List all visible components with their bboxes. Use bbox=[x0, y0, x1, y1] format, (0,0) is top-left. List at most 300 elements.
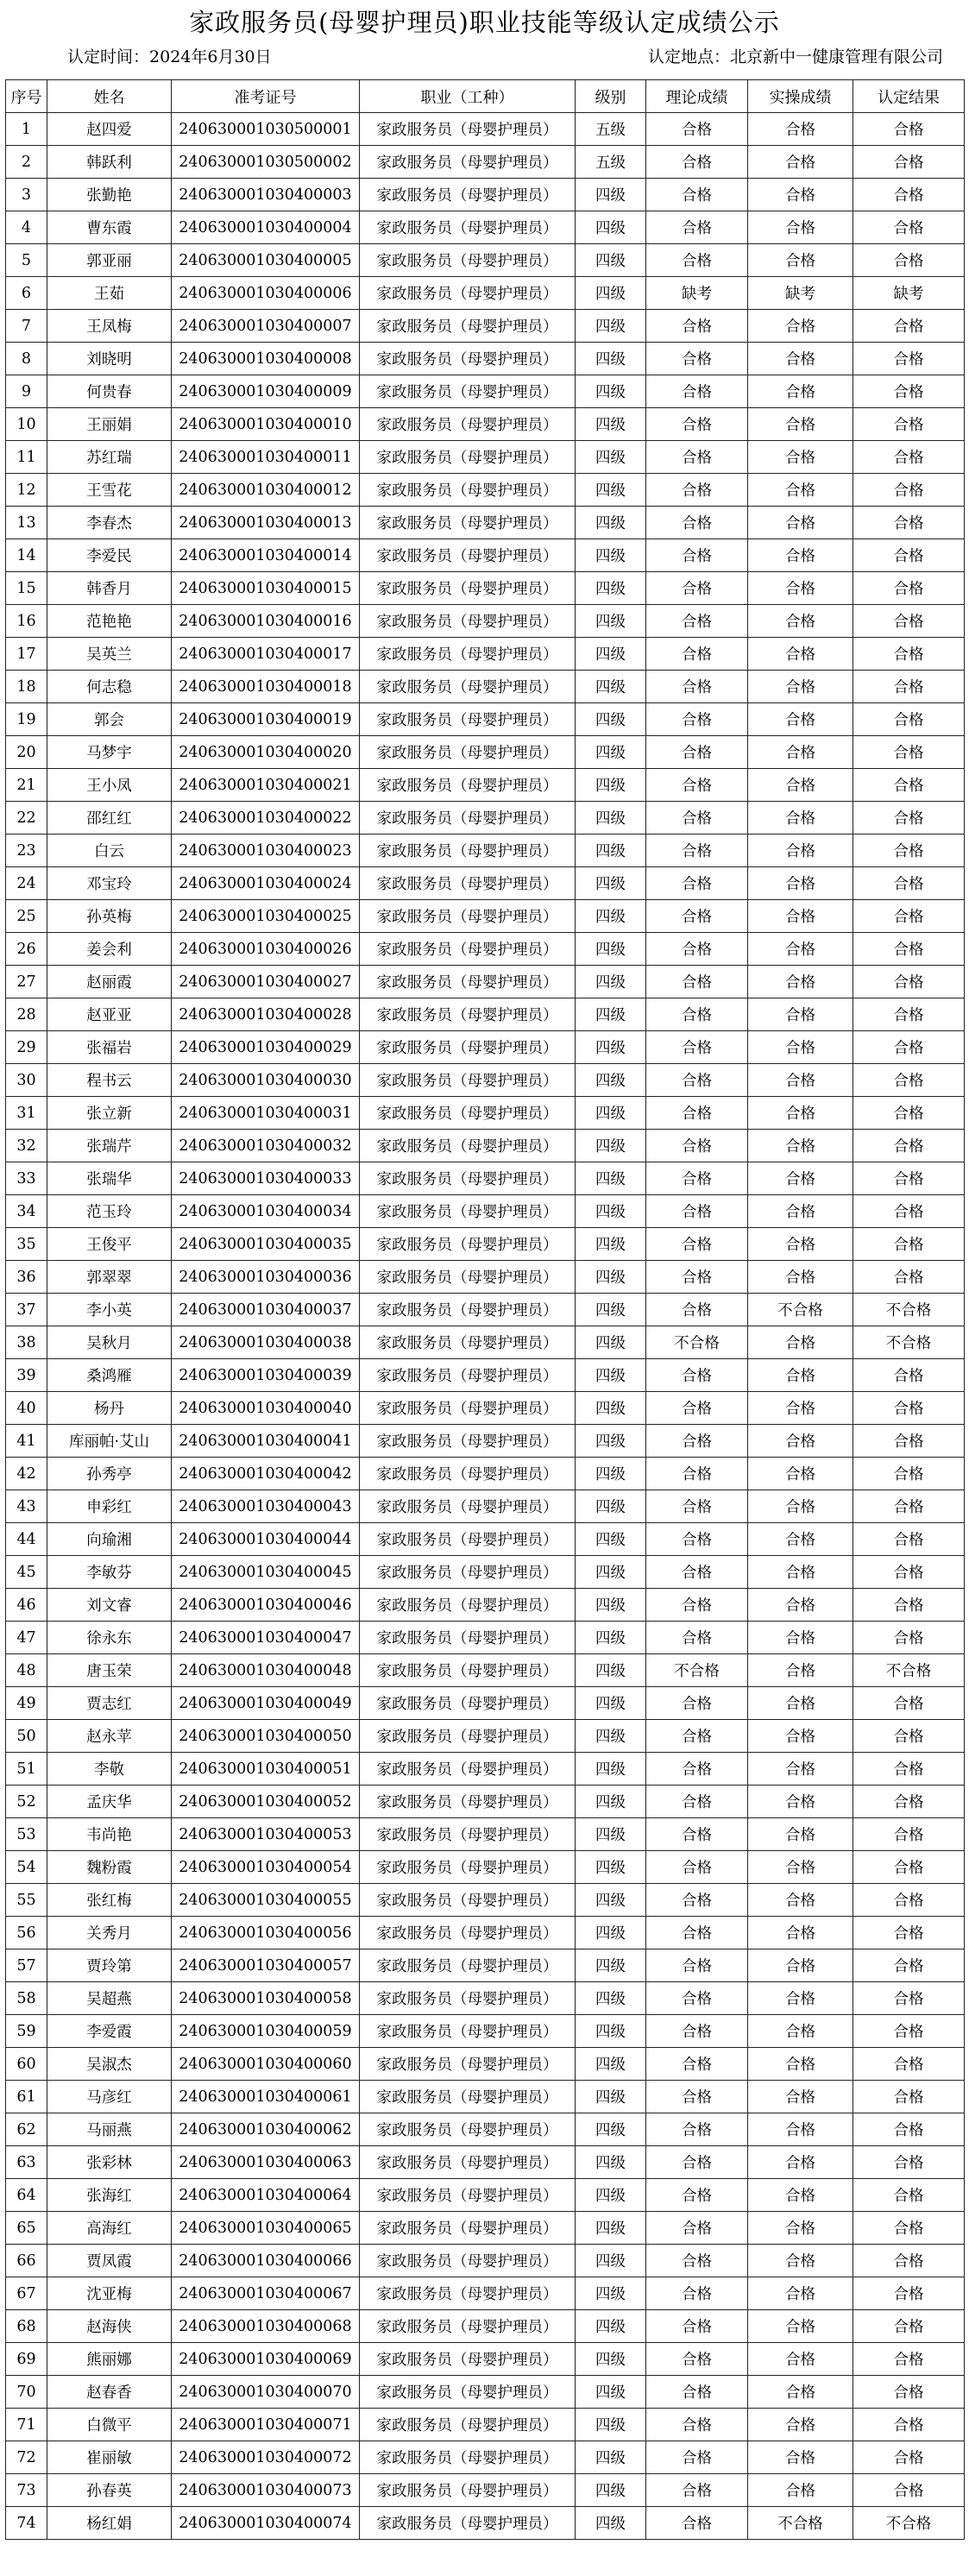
cell-result: 合格 bbox=[853, 2474, 965, 2507]
table-row bbox=[6, 146, 965, 179]
cell-practical-score: 合格 bbox=[748, 900, 853, 933]
cell-ticket-number: 240630001030400070 bbox=[172, 2376, 360, 2409]
cell-level: 四级 bbox=[576, 1425, 646, 1458]
cell-ticket-number: 240630001030400041 bbox=[172, 1425, 360, 1458]
cell-index: 17 bbox=[6, 638, 47, 671]
cell-result: 合格 bbox=[853, 1359, 965, 1392]
cell-index: 42 bbox=[6, 1458, 47, 1490]
cell-occupation: 家政服务员（母婴护理员） bbox=[360, 1720, 576, 1753]
cell-name: 赵亚亚 bbox=[47, 998, 172, 1031]
cell-practical-score: 合格 bbox=[748, 474, 853, 507]
cell-occupation: 家政服务员（母婴护理员） bbox=[360, 966, 576, 998]
cell-theory-score: 合格 bbox=[646, 179, 748, 211]
cell-theory-score: 合格 bbox=[646, 2474, 748, 2507]
cell-practical-score: 合格 bbox=[748, 1195, 853, 1228]
cell-ticket-number: 240630001030500001 bbox=[172, 113, 360, 146]
cell-name: 吴淑杰 bbox=[47, 2048, 172, 2081]
cell-result: 合格 bbox=[853, 539, 965, 572]
table-row bbox=[6, 2212, 965, 2245]
cell-name: 王丽娟 bbox=[47, 408, 172, 441]
cell-theory-score: 合格 bbox=[646, 769, 748, 802]
cell-theory-score: 合格 bbox=[646, 2310, 748, 2343]
cell-theory-score: 合格 bbox=[646, 211, 748, 244]
cell-level: 四级 bbox=[576, 343, 646, 375]
cell-occupation: 家政服务员（母婴护理员） bbox=[360, 343, 576, 375]
cell-level: 四级 bbox=[576, 736, 646, 769]
assessment-time-value: 2024年6月30日 bbox=[149, 47, 272, 66]
cell-level: 四级 bbox=[576, 998, 646, 1031]
cell-practical-score: 合格 bbox=[748, 2146, 853, 2179]
cell-occupation: 家政服务员（母婴护理员） bbox=[360, 507, 576, 539]
cell-index: 43 bbox=[6, 1490, 47, 1523]
cell-ticket-number: 240630001030400007 bbox=[172, 310, 360, 343]
cell-index: 34 bbox=[6, 1195, 47, 1228]
cell-occupation: 家政服务员（母婴护理员） bbox=[360, 1490, 576, 1523]
table-row bbox=[6, 638, 965, 671]
cell-level: 四级 bbox=[576, 1031, 646, 1064]
cell-result: 合格 bbox=[853, 966, 965, 998]
cell-result: 合格 bbox=[853, 1261, 965, 1294]
cell-ticket-number: 240630001030400060 bbox=[172, 2048, 360, 2081]
cell-level: 四级 bbox=[576, 507, 646, 539]
cell-name: 张立新 bbox=[47, 1097, 172, 1130]
cell-index: 31 bbox=[6, 1097, 47, 1130]
table-row bbox=[6, 1392, 965, 1425]
cell-index: 33 bbox=[6, 1162, 47, 1195]
cell-practical-score: 合格 bbox=[748, 2015, 853, 2048]
cell-level: 四级 bbox=[576, 1654, 646, 1687]
cell-occupation: 家政服务员（母婴护理员） bbox=[360, 769, 576, 802]
cell-occupation: 家政服务员（母婴护理员） bbox=[360, 441, 576, 474]
cell-level: 四级 bbox=[576, 1949, 646, 1982]
cell-ticket-number: 240630001030400056 bbox=[172, 1917, 360, 1949]
cell-theory-score: 合格 bbox=[646, 2343, 748, 2376]
cell-theory-score: 合格 bbox=[646, 966, 748, 998]
cell-practical-score: 合格 bbox=[748, 539, 853, 572]
header-cell-theory-score: 理论成绩 bbox=[646, 80, 748, 113]
cell-name: 程书云 bbox=[47, 1064, 172, 1097]
cell-name: 张瑞华 bbox=[47, 1162, 172, 1195]
cell-result: 合格 bbox=[853, 1162, 965, 1195]
cell-occupation: 家政服务员（母婴护理员） bbox=[360, 2376, 576, 2409]
cell-theory-score: 合格 bbox=[646, 1294, 748, 1326]
cell-practical-score: 合格 bbox=[748, 2409, 853, 2441]
cell-name: 关秀月 bbox=[47, 1917, 172, 1949]
cell-result: 合格 bbox=[853, 375, 965, 408]
cell-occupation: 家政服务员（母婴护理员） bbox=[360, 736, 576, 769]
cell-practical-score: 合格 bbox=[748, 998, 853, 1031]
cell-index: 45 bbox=[6, 1556, 47, 1589]
cell-name: 贾玲第 bbox=[47, 1949, 172, 1982]
cell-practical-score: 合格 bbox=[748, 310, 853, 343]
cell-practical-score: 合格 bbox=[748, 802, 853, 835]
cell-result: 合格 bbox=[853, 1458, 965, 1490]
cell-occupation: 家政服务员（母婴护理员） bbox=[360, 1786, 576, 1818]
cell-result: 合格 bbox=[853, 1228, 965, 1261]
cell-result: 合格 bbox=[853, 1818, 965, 1851]
cell-index: 60 bbox=[6, 2048, 47, 2081]
cell-occupation: 家政服务员（母婴护理员） bbox=[360, 605, 576, 638]
table-row bbox=[6, 244, 965, 277]
cell-theory-score: 合格 bbox=[646, 1556, 748, 1589]
header-cell-name: 姓名 bbox=[47, 80, 172, 113]
cell-result: 合格 bbox=[853, 2212, 965, 2245]
cell-name: 郭翠翠 bbox=[47, 1261, 172, 1294]
cell-result: 合格 bbox=[853, 113, 965, 146]
cell-level: 四级 bbox=[576, 2343, 646, 2376]
cell-result: 合格 bbox=[853, 2245, 965, 2277]
cell-name: 徐永东 bbox=[47, 1622, 172, 1654]
cell-ticket-number: 240630001030400071 bbox=[172, 2409, 360, 2441]
cell-practical-score: 合格 bbox=[748, 2441, 853, 2474]
results-table bbox=[5, 79, 965, 2540]
cell-practical-score: 合格 bbox=[748, 2376, 853, 2409]
cell-name: 赵四爱 bbox=[47, 113, 172, 146]
cell-name: 苏红瑞 bbox=[47, 441, 172, 474]
cell-ticket-number: 240630001030400057 bbox=[172, 1949, 360, 1982]
cell-ticket-number: 240630001030400018 bbox=[172, 671, 360, 703]
cell-level: 四级 bbox=[576, 1326, 646, 1359]
cell-result: 合格 bbox=[853, 1622, 965, 1654]
table-row bbox=[6, 179, 965, 211]
cell-level: 四级 bbox=[576, 2310, 646, 2343]
cell-index: 3 bbox=[6, 179, 47, 211]
cell-theory-score: 缺考 bbox=[646, 277, 748, 310]
cell-result: 合格 bbox=[853, 736, 965, 769]
cell-index: 1 bbox=[6, 113, 47, 146]
cell-level: 四级 bbox=[576, 1064, 646, 1097]
cell-occupation: 家政服务员（母婴护理员） bbox=[360, 1949, 576, 1982]
table-row bbox=[6, 375, 965, 408]
cell-index: 10 bbox=[6, 408, 47, 441]
table-row bbox=[6, 769, 965, 802]
cell-practical-score: 合格 bbox=[748, 2179, 853, 2212]
cell-level: 四级 bbox=[576, 900, 646, 933]
cell-result: 合格 bbox=[853, 998, 965, 1031]
cell-result: 合格 bbox=[853, 408, 965, 441]
cell-theory-score: 合格 bbox=[646, 1589, 748, 1622]
cell-name: 王茹 bbox=[47, 277, 172, 310]
cell-occupation: 家政服务员（母婴护理员） bbox=[360, 1261, 576, 1294]
cell-index: 40 bbox=[6, 1392, 47, 1425]
cell-occupation: 家政服务员（母婴护理员） bbox=[360, 1687, 576, 1720]
cell-index: 50 bbox=[6, 1720, 47, 1753]
assessment-time bbox=[67, 45, 272, 69]
table-row bbox=[6, 867, 965, 900]
cell-practical-score: 合格 bbox=[748, 1031, 853, 1064]
cell-level: 四级 bbox=[576, 2409, 646, 2441]
cell-index: 37 bbox=[6, 1294, 47, 1326]
cell-name: 李小英 bbox=[47, 1294, 172, 1326]
table-row bbox=[6, 1786, 965, 1818]
table-row bbox=[6, 2245, 965, 2277]
cell-theory-score: 合格 bbox=[646, 2146, 748, 2179]
table-body bbox=[6, 113, 965, 2540]
cell-result: 合格 bbox=[853, 2343, 965, 2376]
cell-occupation: 家政服务员（母婴护理员） bbox=[360, 1097, 576, 1130]
table-row bbox=[6, 1753, 965, 1786]
cell-theory-score: 合格 bbox=[646, 2245, 748, 2277]
cell-practical-score: 合格 bbox=[748, 1097, 853, 1130]
assessment-place-label: 认定地点： bbox=[647, 47, 730, 66]
cell-theory-score: 合格 bbox=[646, 2441, 748, 2474]
cell-practical-score: 合格 bbox=[748, 1392, 853, 1425]
cell-ticket-number: 240630001030400051 bbox=[172, 1753, 360, 1786]
cell-occupation: 家政服务员（母婴护理员） bbox=[360, 671, 576, 703]
cell-level: 五级 bbox=[576, 113, 646, 146]
cell-level: 四级 bbox=[576, 1130, 646, 1162]
table-row bbox=[6, 703, 965, 736]
cell-occupation: 家政服务员（母婴护理员） bbox=[360, 1162, 576, 1195]
cell-ticket-number: 240630001030400035 bbox=[172, 1228, 360, 1261]
cell-result: 合格 bbox=[853, 1556, 965, 1589]
cell-theory-score: 合格 bbox=[646, 1523, 748, 1556]
cell-index: 19 bbox=[6, 703, 47, 736]
cell-index: 59 bbox=[6, 2015, 47, 2048]
cell-level: 四级 bbox=[576, 2441, 646, 2474]
cell-occupation: 家政服务员（母婴护理员） bbox=[360, 2212, 576, 2245]
cell-practical-score: 合格 bbox=[748, 1917, 853, 1949]
table-row bbox=[6, 966, 965, 998]
cell-ticket-number: 240630001030400031 bbox=[172, 1097, 360, 1130]
cell-level: 四级 bbox=[576, 277, 646, 310]
cell-occupation: 家政服务员（母婴护理员） bbox=[360, 1458, 576, 1490]
cell-practical-score: 合格 bbox=[748, 441, 853, 474]
cell-occupation: 家政服务员（母婴护理员） bbox=[360, 474, 576, 507]
cell-practical-score: 合格 bbox=[748, 408, 853, 441]
cell-name: 张福岩 bbox=[47, 1031, 172, 1064]
cell-index: 41 bbox=[6, 1425, 47, 1458]
cell-practical-score: 合格 bbox=[748, 1786, 853, 1818]
cell-result: 合格 bbox=[853, 1425, 965, 1458]
cell-theory-score: 合格 bbox=[646, 2048, 748, 2081]
cell-occupation: 家政服务员（母婴护理员） bbox=[360, 1130, 576, 1162]
cell-practical-score: 合格 bbox=[748, 1261, 853, 1294]
cell-ticket-number: 240630001030400055 bbox=[172, 1884, 360, 1917]
cell-index: 28 bbox=[6, 998, 47, 1031]
cell-occupation: 家政服务员（母婴护理员） bbox=[360, 572, 576, 605]
cell-level: 四级 bbox=[576, 867, 646, 900]
cell-ticket-number: 240630001030400064 bbox=[172, 2179, 360, 2212]
table-row bbox=[6, 1064, 965, 1097]
cell-index: 72 bbox=[6, 2441, 47, 2474]
cell-result: 合格 bbox=[853, 1195, 965, 1228]
cell-occupation: 家政服务员（母婴护理员） bbox=[360, 1589, 576, 1622]
cell-occupation: 家政服务员（母婴护理员） bbox=[360, 2146, 576, 2179]
cell-level: 四级 bbox=[576, 802, 646, 835]
table-row bbox=[6, 802, 965, 835]
cell-level: 四级 bbox=[576, 2179, 646, 2212]
table-row bbox=[6, 736, 965, 769]
cell-ticket-number: 240630001030400032 bbox=[172, 1130, 360, 1162]
cell-result: 缺考 bbox=[853, 277, 965, 310]
table-row bbox=[6, 900, 965, 933]
cell-theory-score: 不合格 bbox=[646, 1654, 748, 1687]
cell-occupation: 家政服务员（母婴护理员） bbox=[360, 244, 576, 277]
cell-level: 四级 bbox=[576, 1261, 646, 1294]
cell-level: 四级 bbox=[576, 1917, 646, 1949]
cell-ticket-number: 240630001030400022 bbox=[172, 802, 360, 835]
table-row bbox=[6, 1031, 965, 1064]
table-row bbox=[6, 605, 965, 638]
cell-ticket-number: 240630001030400019 bbox=[172, 703, 360, 736]
cell-occupation: 家政服务员（母婴护理员） bbox=[360, 2343, 576, 2376]
cell-name: 张勤艳 bbox=[47, 179, 172, 211]
cell-theory-score: 合格 bbox=[646, 113, 748, 146]
cell-ticket-number: 240630001030400027 bbox=[172, 966, 360, 998]
cell-index: 7 bbox=[6, 310, 47, 343]
cell-level: 四级 bbox=[576, 2474, 646, 2507]
cell-index: 12 bbox=[6, 474, 47, 507]
cell-occupation: 家政服务员（母婴护理员） bbox=[360, 1753, 576, 1786]
cell-index: 2 bbox=[6, 146, 47, 179]
cell-level: 四级 bbox=[576, 375, 646, 408]
cell-practical-score: 合格 bbox=[748, 572, 853, 605]
cell-index: 46 bbox=[6, 1589, 47, 1622]
cell-ticket-number: 240630001030400004 bbox=[172, 211, 360, 244]
cell-theory-score: 合格 bbox=[646, 146, 748, 179]
cell-name: 库丽帕·艾山 bbox=[47, 1425, 172, 1458]
cell-level: 四级 bbox=[576, 2048, 646, 2081]
cell-index: 11 bbox=[6, 441, 47, 474]
cell-level: 四级 bbox=[576, 310, 646, 343]
cell-theory-score: 合格 bbox=[646, 507, 748, 539]
cell-occupation: 家政服务员（母婴护理员） bbox=[360, 638, 576, 671]
cell-name: 白云 bbox=[47, 835, 172, 867]
cell-result: 不合格 bbox=[853, 2507, 965, 2540]
cell-occupation: 家政服务员（母婴护理员） bbox=[360, 2113, 576, 2146]
cell-theory-score: 合格 bbox=[646, 1851, 748, 1884]
cell-result: 合格 bbox=[853, 2310, 965, 2343]
cell-practical-score: 合格 bbox=[748, 1162, 853, 1195]
cell-practical-score: 合格 bbox=[748, 867, 853, 900]
cell-result: 合格 bbox=[853, 1753, 965, 1786]
cell-practical-score: 合格 bbox=[748, 703, 853, 736]
cell-index: 66 bbox=[6, 2245, 47, 2277]
cell-practical-score: 合格 bbox=[748, 2212, 853, 2245]
cell-result: 合格 bbox=[853, 835, 965, 867]
cell-result: 合格 bbox=[853, 1786, 965, 1818]
cell-index: 69 bbox=[6, 2343, 47, 2376]
cell-level: 四级 bbox=[576, 1622, 646, 1654]
cell-name: 贾凤霞 bbox=[47, 2245, 172, 2277]
cell-theory-score: 合格 bbox=[646, 1031, 748, 1064]
cell-practical-score: 不合格 bbox=[748, 1294, 853, 1326]
cell-level: 四级 bbox=[576, 2212, 646, 2245]
cell-occupation: 家政服务员（母婴护理员） bbox=[360, 867, 576, 900]
cell-practical-score: 合格 bbox=[748, 1490, 853, 1523]
cell-index: 47 bbox=[6, 1622, 47, 1654]
cell-ticket-number: 240630001030400026 bbox=[172, 933, 360, 966]
cell-index: 71 bbox=[6, 2409, 47, 2441]
table-row bbox=[6, 1687, 965, 1720]
cell-result: 合格 bbox=[853, 2015, 965, 2048]
cell-name: 郭会 bbox=[47, 703, 172, 736]
cell-name: 韩香月 bbox=[47, 572, 172, 605]
cell-occupation: 家政服务员（母婴护理员） bbox=[360, 539, 576, 572]
cell-theory-score: 合格 bbox=[646, 1884, 748, 1917]
table-row bbox=[6, 2474, 965, 2507]
table-row bbox=[6, 310, 965, 343]
cell-result: 合格 bbox=[853, 671, 965, 703]
cell-result: 合格 bbox=[853, 769, 965, 802]
table-row bbox=[6, 1523, 965, 1556]
header-cell-occupation: 职业（工种） bbox=[360, 80, 576, 113]
cell-level: 四级 bbox=[576, 769, 646, 802]
cell-ticket-number: 240630001030400036 bbox=[172, 1261, 360, 1294]
cell-level: 五级 bbox=[576, 146, 646, 179]
cell-occupation: 家政服务员（母婴护理员） bbox=[360, 1392, 576, 1425]
cell-theory-score: 合格 bbox=[646, 441, 748, 474]
cell-index: 62 bbox=[6, 2113, 47, 2146]
cell-ticket-number: 240630001030400016 bbox=[172, 605, 360, 638]
cell-occupation: 家政服务员（母婴护理员） bbox=[360, 900, 576, 933]
table-row bbox=[6, 408, 965, 441]
cell-occupation: 家政服务员（母婴护理员） bbox=[360, 1425, 576, 1458]
cell-ticket-number: 240630001030400074 bbox=[172, 2507, 360, 2540]
cell-theory-score: 合格 bbox=[646, 1622, 748, 1654]
cell-name: 申彩红 bbox=[47, 1490, 172, 1523]
cell-theory-score: 合格 bbox=[646, 1458, 748, 1490]
cell-level: 四级 bbox=[576, 2146, 646, 2179]
cell-result: 合格 bbox=[853, 605, 965, 638]
cell-name: 张海红 bbox=[47, 2179, 172, 2212]
table-row bbox=[6, 2081, 965, 2113]
cell-ticket-number: 240630001030400049 bbox=[172, 1687, 360, 1720]
assessment-place bbox=[648, 45, 943, 69]
cell-index: 16 bbox=[6, 605, 47, 638]
cell-ticket-number: 240630001030400039 bbox=[172, 1359, 360, 1392]
cell-ticket-number: 240630001030400061 bbox=[172, 2081, 360, 2113]
cell-occupation: 家政服务员（母婴护理员） bbox=[360, 703, 576, 736]
cell-practical-score: 合格 bbox=[748, 1818, 853, 1851]
cell-practical-score: 合格 bbox=[748, 1523, 853, 1556]
cell-practical-score: 合格 bbox=[748, 2343, 853, 2376]
cell-ticket-number: 240630001030400048 bbox=[172, 1654, 360, 1687]
cell-level: 四级 bbox=[576, 1556, 646, 1589]
table-row bbox=[6, 572, 965, 605]
cell-result: 合格 bbox=[853, 933, 965, 966]
cell-ticket-number: 240630001030400020 bbox=[172, 736, 360, 769]
table-row bbox=[6, 835, 965, 867]
cell-level: 四级 bbox=[576, 2376, 646, 2409]
cell-result: 合格 bbox=[853, 1130, 965, 1162]
cell-result: 合格 bbox=[853, 1687, 965, 1720]
cell-name: 张红梅 bbox=[47, 1884, 172, 1917]
cell-level: 四级 bbox=[576, 1753, 646, 1786]
cell-name: 王俊平 bbox=[47, 1228, 172, 1261]
cell-occupation: 家政服务员（母婴护理员） bbox=[360, 835, 576, 867]
cell-ticket-number: 240630001030400054 bbox=[172, 1851, 360, 1884]
cell-theory-score: 合格 bbox=[646, 835, 748, 867]
cell-practical-score: 合格 bbox=[748, 1589, 853, 1622]
cell-ticket-number: 240630001030400024 bbox=[172, 867, 360, 900]
cell-index: 44 bbox=[6, 1523, 47, 1556]
cell-theory-score: 合格 bbox=[646, 703, 748, 736]
cell-name: 吴英兰 bbox=[47, 638, 172, 671]
cell-occupation: 家政服务员（母婴护理员） bbox=[360, 1917, 576, 1949]
cell-level: 四级 bbox=[576, 408, 646, 441]
cell-level: 四级 bbox=[576, 1228, 646, 1261]
cell-ticket-number: 240630001030400013 bbox=[172, 507, 360, 539]
cell-name: 何贵春 bbox=[47, 375, 172, 408]
cell-index: 51 bbox=[6, 1753, 47, 1786]
header-cell-ticket-number: 准考证号 bbox=[172, 80, 360, 113]
cell-name: 马彦红 bbox=[47, 2081, 172, 2113]
cell-occupation: 家政服务员（母婴护理员） bbox=[360, 1818, 576, 1851]
cell-theory-score: 合格 bbox=[646, 671, 748, 703]
cell-practical-score: 合格 bbox=[748, 1064, 853, 1097]
